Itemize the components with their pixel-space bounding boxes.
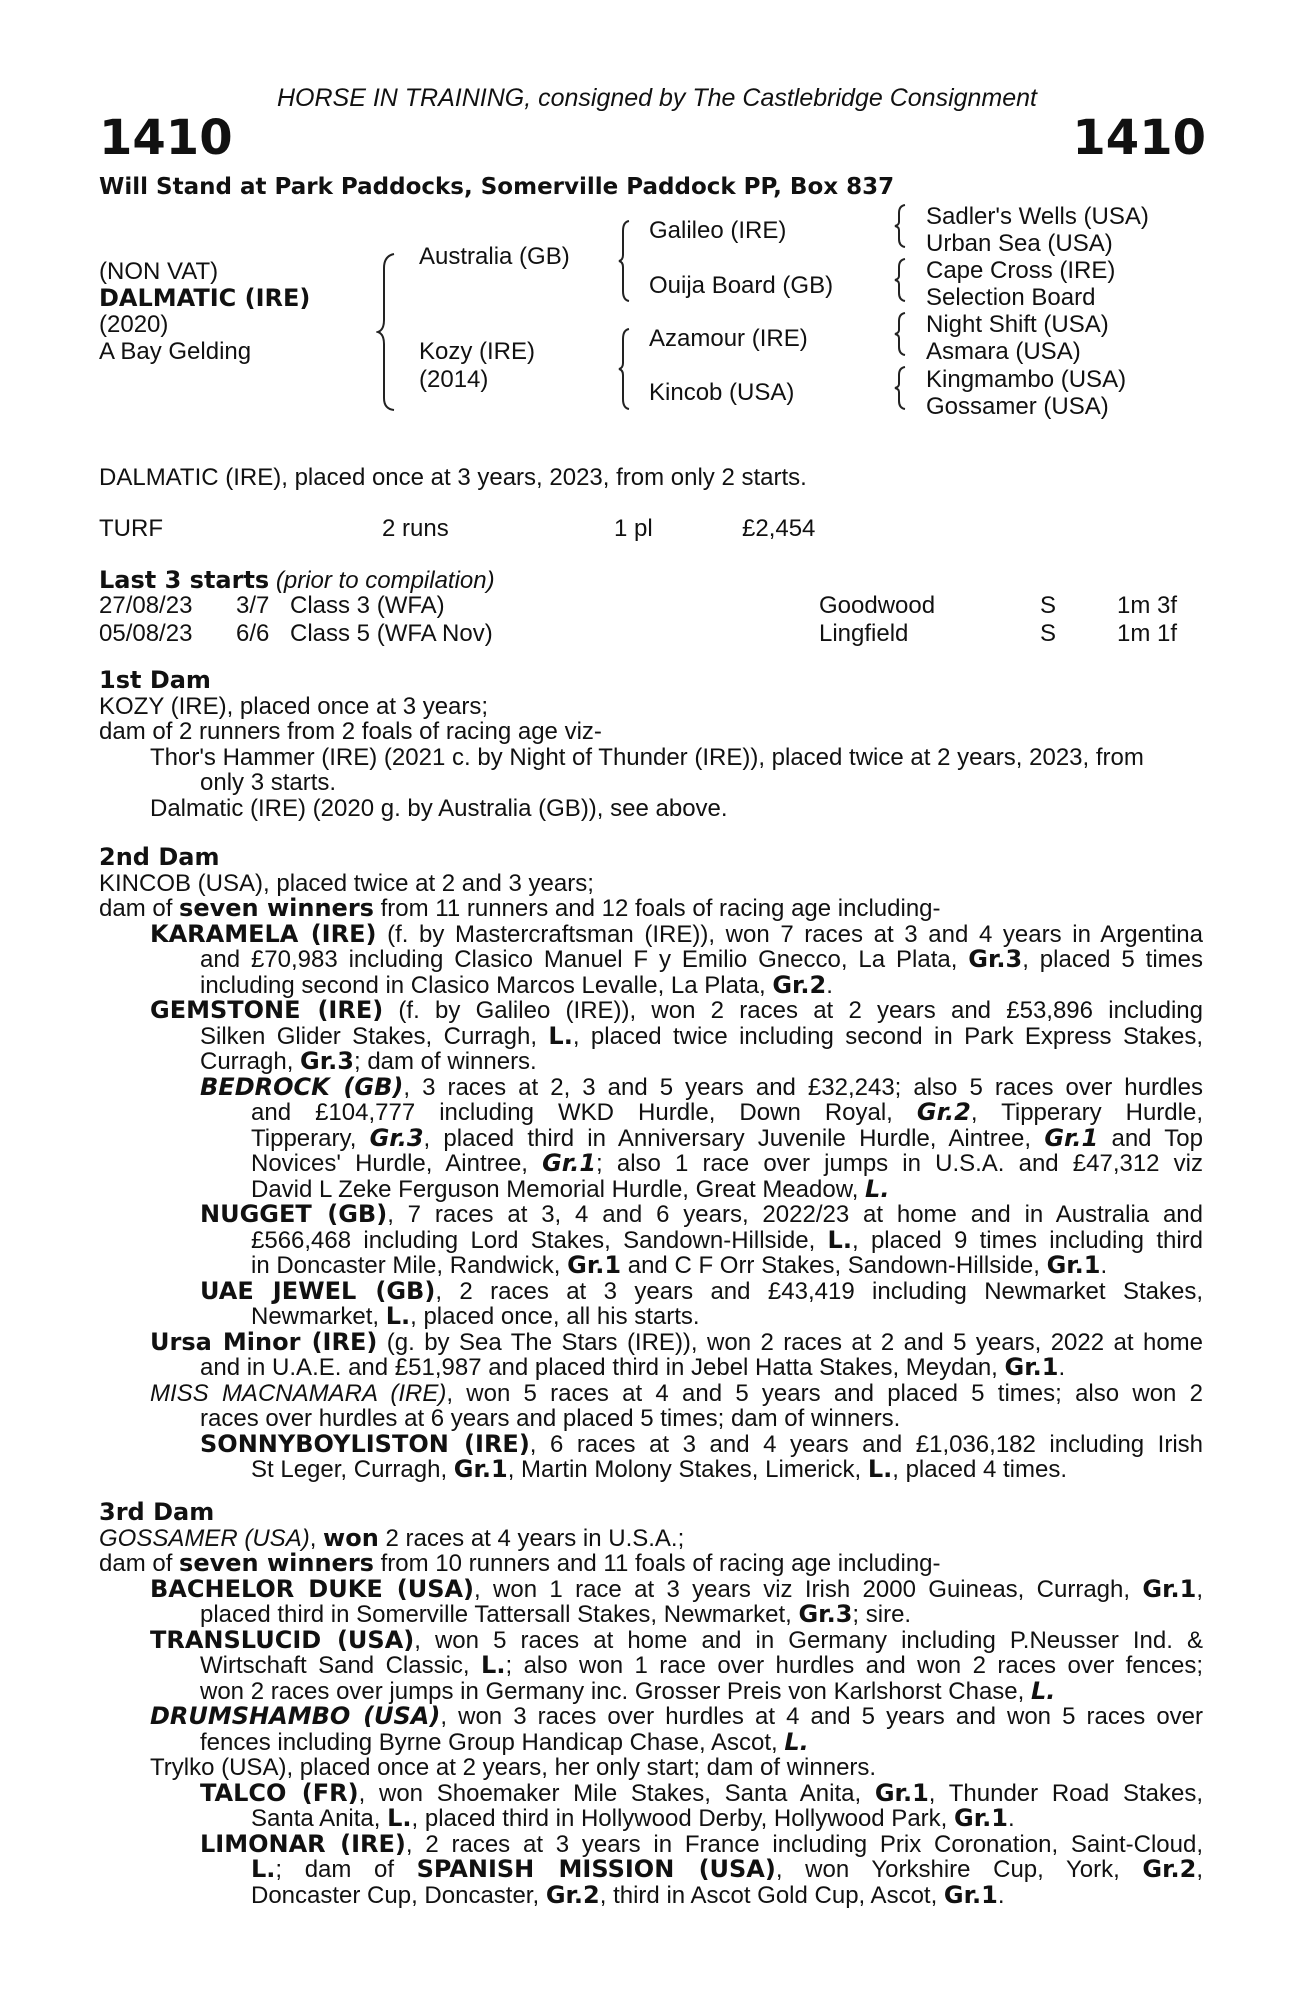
brace-g2 xyxy=(893,257,907,303)
produce-bedrock: Tipperary, Gr.3, placed third in Anniversary Juvenile Hurdle, Aintree, Gr.1 and Top xyxy=(251,1123,1204,1152)
record-placed: 1 pl xyxy=(614,515,653,542)
first-dam-line: dam of 2 runners from 2 foals of racing age viz- xyxy=(99,718,602,745)
brace-sire-parents xyxy=(617,219,631,303)
produce-nugget: NUGGET (GB), 7 races at 3, 4 and 6 years, 2022/23 at home and in Australia and xyxy=(200,1200,1203,1228)
produce-bedrock: Novices' Hurdle, Aintree, Gr.1; also 1 race over jumps in U.S.A. and £47,312 viz xyxy=(251,1149,1203,1177)
produce-ursa-minor: Ursa Minor (IRE) (g. by Sea The Stars (IRE)), won 2 races at 2 and 5 years, 2022 at home xyxy=(150,1327,1204,1356)
third-dam-heading: 3rd Dam xyxy=(99,1498,215,1526)
horse-year: (2020) xyxy=(99,311,169,338)
first-dam-produce: only 3 starts. xyxy=(200,769,337,796)
second-dam-heading: 2nd Dam xyxy=(99,843,220,871)
brace-g4 xyxy=(893,365,907,411)
ancestor-g8: Gossamer (USA) xyxy=(926,393,1109,420)
produce-talco: TALCO (FR), won Shoemaker Mile Stakes, Santa Anita, Gr.1, Thunder Road Stakes, xyxy=(200,1778,1203,1807)
start-going: S xyxy=(1040,620,1057,647)
start-position: 3/7 xyxy=(236,592,270,619)
sire-dam: Ouija Board (GB) xyxy=(649,272,834,299)
produce-bedrock: David L Zeke Ferguson Memorial Hurdle, Great Meadow, L. xyxy=(251,1174,890,1203)
second-dam-section xyxy=(99,845,1203,1483)
last-starts-table xyxy=(99,592,1177,648)
vat-status: (NON VAT) xyxy=(99,258,219,285)
produce-translucid: TRANSLUCID (USA), won 5 races at home and in Germany including P.Neusser Ind. & xyxy=(150,1625,1204,1654)
produce-trylko: Trylko (USA), placed once at 2 years, her only start; dam of winners. xyxy=(150,1754,877,1781)
start-race: Class 3 (WFA) xyxy=(290,592,445,619)
dam: Kozy (IRE) xyxy=(419,338,536,365)
brace-g1 xyxy=(893,203,907,249)
second-dam-line: dam of seven winners from 11 runners and 12 foals of racing age including- xyxy=(99,894,941,922)
produce-bachelor-duke: BACHELOR DUKE (USA), won 1 race at 3 years viz Irish 2000 Guineas, Curragh, Gr.1, xyxy=(150,1574,1203,1603)
produce-talco: Santa Anita, L., placed third in Hollywood Derby, Hollywood Park, Gr.1. xyxy=(251,1804,1015,1832)
produce-limonar: Doncaster Cup, Doncaster, Gr.2, third in Ascot Gold Cup, Ascot, Gr.1. xyxy=(251,1880,1005,1909)
record-runs: 2 runs xyxy=(382,515,449,542)
ancestor-g5: Night Shift (USA) xyxy=(926,311,1109,338)
produce-miss-macnamara: races over hurdles at 6 years and placed 5 times; dam of winners. xyxy=(200,1405,901,1432)
third-dam-section xyxy=(99,1500,1203,1908)
start-date: 05/08/23 xyxy=(99,620,193,647)
first-dam-heading: 1st Dam xyxy=(99,666,211,694)
produce-karamela: KARAMELA (IRE) (f. by Mastercraftsman (IRE)), won 7 races at 3 and 4 years in Argentina xyxy=(150,919,1203,948)
record-earnings: £2,454 xyxy=(742,515,816,542)
start-going: S xyxy=(1040,592,1057,619)
produce-uae-jewel: Newmarket, L., placed once, all his starts. xyxy=(251,1302,700,1330)
produce-nugget: £566,468 including Lord Stakes, Sandown-Hillside, L., placed 9 times including third xyxy=(251,1225,1204,1254)
produce-bedrock: BEDROCK (GB), 3 races at 2, 3 and 5 years and £32,243; also 5 races over hurdles xyxy=(200,1072,1203,1101)
start-row xyxy=(99,592,1177,620)
first-dam-produce: Dalmatic (IRE) (2020 g. by Australia (GB)), see above. xyxy=(150,794,728,822)
record-surface: TURF xyxy=(99,515,163,542)
produce-uae-jewel: UAE JEWEL (GB), 2 races at 3 years and £43,419 including Newmarket Stakes, xyxy=(200,1276,1203,1305)
horse-description: A Bay Gelding xyxy=(99,338,252,365)
first-dam-produce: Thor's Hammer (IRE) (2021 c. by Night of Thunder (IRE)), placed twice at 2 years, 2023, from xyxy=(150,743,1144,771)
produce-sonnyboyliston: St Leger, Curragh, Gr.1, Martin Molony Stakes, Limerick, L., placed 4 times. xyxy=(251,1455,1067,1483)
ancestor-g3: Cape Cross (IRE) xyxy=(926,257,1116,284)
produce-nugget: in Doncaster Mile, Randwick, Gr.1 and C F Orr Stakes, Sandown-Hillside, Gr.1. xyxy=(251,1251,1108,1279)
second-dam-line: KINCOB (USA), placed twice at 2 and 3 years; xyxy=(99,869,594,897)
ancestor-g1: Sadler's Wells (USA) xyxy=(926,203,1149,230)
sire-sire: Galileo (IRE) xyxy=(649,217,787,244)
last-starts-heading xyxy=(99,566,495,595)
produce-karamela: including second in Clasico Marcos Levalle, La Plata, Gr.2. xyxy=(200,970,833,999)
horse-name: DALMATIC (IRE) xyxy=(99,284,311,312)
start-row xyxy=(99,620,1177,648)
brace-dam-parents xyxy=(617,327,631,411)
produce-gemstone: Silken Glider Stakes, Curragh, L., placed twice including second in Park Express Stakes, xyxy=(200,1021,1203,1050)
racing-summary: DALMATIC (IRE), placed once at 3 years, 2023, from only 2 starts. xyxy=(99,464,807,491)
lot-number-right: 1410 xyxy=(1072,110,1206,166)
ancestor-g4: Selection Board xyxy=(926,284,1096,311)
stand-location: Will Stand at Park Paddocks, Somerville Paddock PP, Box 837 xyxy=(99,174,895,200)
produce-ursa-minor: and in U.A.E. and £51,987 and placed third in Jebel Hatta Stakes, Meydan, Gr.1. xyxy=(200,1353,1066,1381)
dam-year: (2014) xyxy=(419,366,489,393)
start-race: Class 5 (WFA Nov) xyxy=(290,620,493,647)
last-starts-title: Last 3 starts xyxy=(99,566,270,594)
ancestor-g7: Kingmambo (USA) xyxy=(926,366,1127,393)
brace-parents xyxy=(376,252,396,412)
start-position: 6/6 xyxy=(236,620,270,647)
sire: Australia (GB) xyxy=(419,243,570,270)
produce-karamela: and £70,983 including Clasico Manuel F y Emilio Gnecco, La Plata, Gr.3, placed 5 times xyxy=(200,945,1203,973)
produce-bachelor-duke: placed third in Somerville Tattersall Stakes, Newmarket, Gr.3; sire. xyxy=(200,1600,912,1628)
brace-g3 xyxy=(893,311,907,357)
third-dam-line: GOSSAMER (USA), won 2 races at 4 years in U.S.A.; xyxy=(99,1523,685,1552)
produce-limonar: L.; dam of SPANISH MISSION (USA), won Yorkshire Cup, York, Gr.2, xyxy=(251,1855,1204,1883)
produce-gemstone: Curragh, Gr.3; dam of winners. xyxy=(200,1047,537,1075)
produce-gemstone: GEMSTONE (IRE) (f. by Galileo (IRE)), won 2 races at 2 years and £53,896 including xyxy=(150,996,1203,1024)
consignor-line: HORSE IN TRAINING, consigned by The Castlebridge Consignment xyxy=(276,84,1038,112)
start-distance: 1m 1f xyxy=(1117,620,1178,647)
first-dam-line: KOZY (IRE), placed once at 3 years; xyxy=(99,692,489,720)
ancestor-g2: Urban Sea (USA) xyxy=(926,230,1113,257)
produce-limonar: LIMONAR (IRE), 2 races at 3 years in France including Prix Coronation, Saint-Cloud, xyxy=(200,1829,1203,1858)
produce-sonnyboyliston: SONNYBOYLISTON (IRE), 6 races at 3 and 4 years and £1,036,182 including Irish xyxy=(200,1429,1204,1458)
produce-translucid: Wirtschaft Sand Classic, L.; also won 1 race over hurdles and won 2 races over fences; xyxy=(200,1651,1203,1679)
start-date: 27/08/23 xyxy=(99,592,193,619)
dam-dam: Kincob (USA) xyxy=(649,379,795,406)
third-dam-line: dam of seven winners from 10 runners and 11 foals of racing age including- xyxy=(99,1549,941,1577)
produce-bedrock: and £104,777 including WKD Hurdle, Down Royal, Gr.2, Tipperary Hurdle, xyxy=(251,1098,1203,1126)
last-starts-note: (prior to compilation) xyxy=(275,567,495,594)
dam-sire: Azamour (IRE) xyxy=(649,325,808,352)
first-dam-section xyxy=(99,668,1203,821)
start-distance: 1m 3f xyxy=(1117,592,1178,619)
start-course: Goodwood xyxy=(819,592,936,619)
produce-drumshambo: fences including Byrne Group Handicap Chase, Ascot, L. xyxy=(200,1727,809,1756)
produce-drumshambo: DRUMSHAMBO (USA), won 3 races over hurdles at 4 and 5 years and won 5 races over xyxy=(150,1702,1204,1730)
start-course: Lingfield xyxy=(819,620,909,647)
produce-miss-macnamara: MISS MACNAMARA (IRE), won 5 races at 4 and 5 years and placed 5 times; also won 2 xyxy=(150,1379,1204,1407)
ancestor-g6: Asmara (USA) xyxy=(926,338,1081,365)
lot-number-left: 1410 xyxy=(99,110,233,166)
produce-translucid: won 2 races over jumps in Germany inc. Grosser Preis von Karlshorst Chase, L. xyxy=(200,1676,1056,1705)
